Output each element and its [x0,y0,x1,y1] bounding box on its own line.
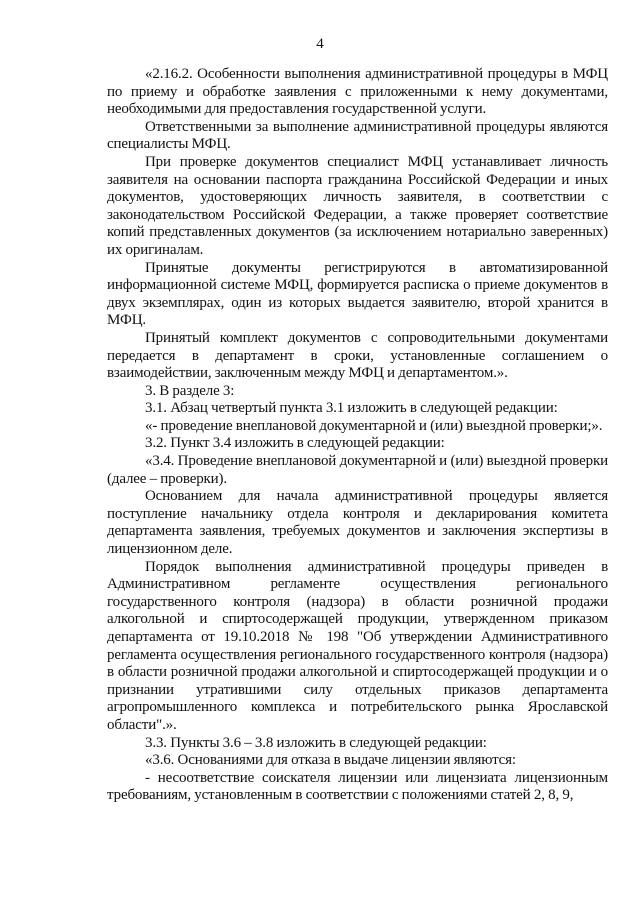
paragraph-document-check: При проверке документов специалист МФЦ устанавливает личность заявителя на основании паспорта гражданина Российской Федерации и иных документов, удостоверяющих личность заявителя, в соответствии с законодательством Российской Федерации, а также проверяет соответствие копий представленных документов (за исключением нотариально заверенных) их оригиналам. [107,153,608,258]
paragraph-3-1: 3.1. Абзац четвертый пункта 3.1 изложить в следующей редакции: [145,400,558,417]
paragraph-section-3: 3. В разделе 3: [145,382,235,399]
paragraph-transfer: Принятый комплект документов с сопроводительными документами передается в департамент в сроки, установленные соглашением о взаимодействии, заключенным между МФЦ и департаментом.». [107,329,608,382]
paragraph-3-3: 3.3. Пункты 3.6 – 3.8 изложить в следующей редакции: [145,734,487,751]
paragraph-2-16-2-heading: «2.16.2. Особенности выполнения административной процедуры в МФЦ по приему и обработке заявления с приложенными к нему документами, необходимыми для предоставления государственной услуги. [107,66,608,118]
document-body [107,66,608,805]
paragraph-registration: Принятые документы регистрируются в автоматизированной информационной системе МФЦ, формируется расписка о приеме документов в двух экземплярах, один из которых выдается заявителю, второй хранится в МФЦ. [107,259,608,329]
paragraph-3-6-text: «3.6. Основаниями для отказа в выдаче лицензии являются: [145,752,516,769]
paragraph-noncompliance: - несоответствие соискателя лицензии или лицензиата лицензионным требованиям, установленным в соответствии с положениями статей 2, 8, 9, [107,769,608,804]
paragraph-3-1-text: «- проведение внеплановой документарной и (или) выездной проверки;». [145,417,603,434]
paragraph-3-4-text: «3.4. Проведение внеплановой документарной и (или) выездной проверки (далее – проверки). [107,453,608,487]
paragraph-basis: Основанием для начала административной процедуры является поступление начальнику отдела контроля и декларирования комитета департамента заявления, требуемых документов и заключения экспертизы в лицензионном деле. [107,488,608,558]
paragraph-procedure-order: Порядок выполнения административной процедуры приведен в Административном регламенте осуществления регионального государственного контроля (надзора) в области розничной продажи алкогольной и спиртосодержащей продукции, утвержденном приказом департамента от 19.10.2018 № 198 "Об утверждении Административного регламента осуществления регионального государственного контроля (надзора) в области розничной продажи алкогольной и спиртосодержащей продукции и о признании утратившими силу отдельных приказов департамента агропромышленного комплекса и потребительского рынка Ярославской области".». [107,558,608,733]
paragraph-responsible: Ответственными за выполнение административной процедуры являются специалисты МФЦ. [107,118,608,153]
paragraph-3-2: 3.2. Пункт 3.4 изложить в следующей редакции: [145,435,445,452]
page-number: 4 [316,36,324,52]
